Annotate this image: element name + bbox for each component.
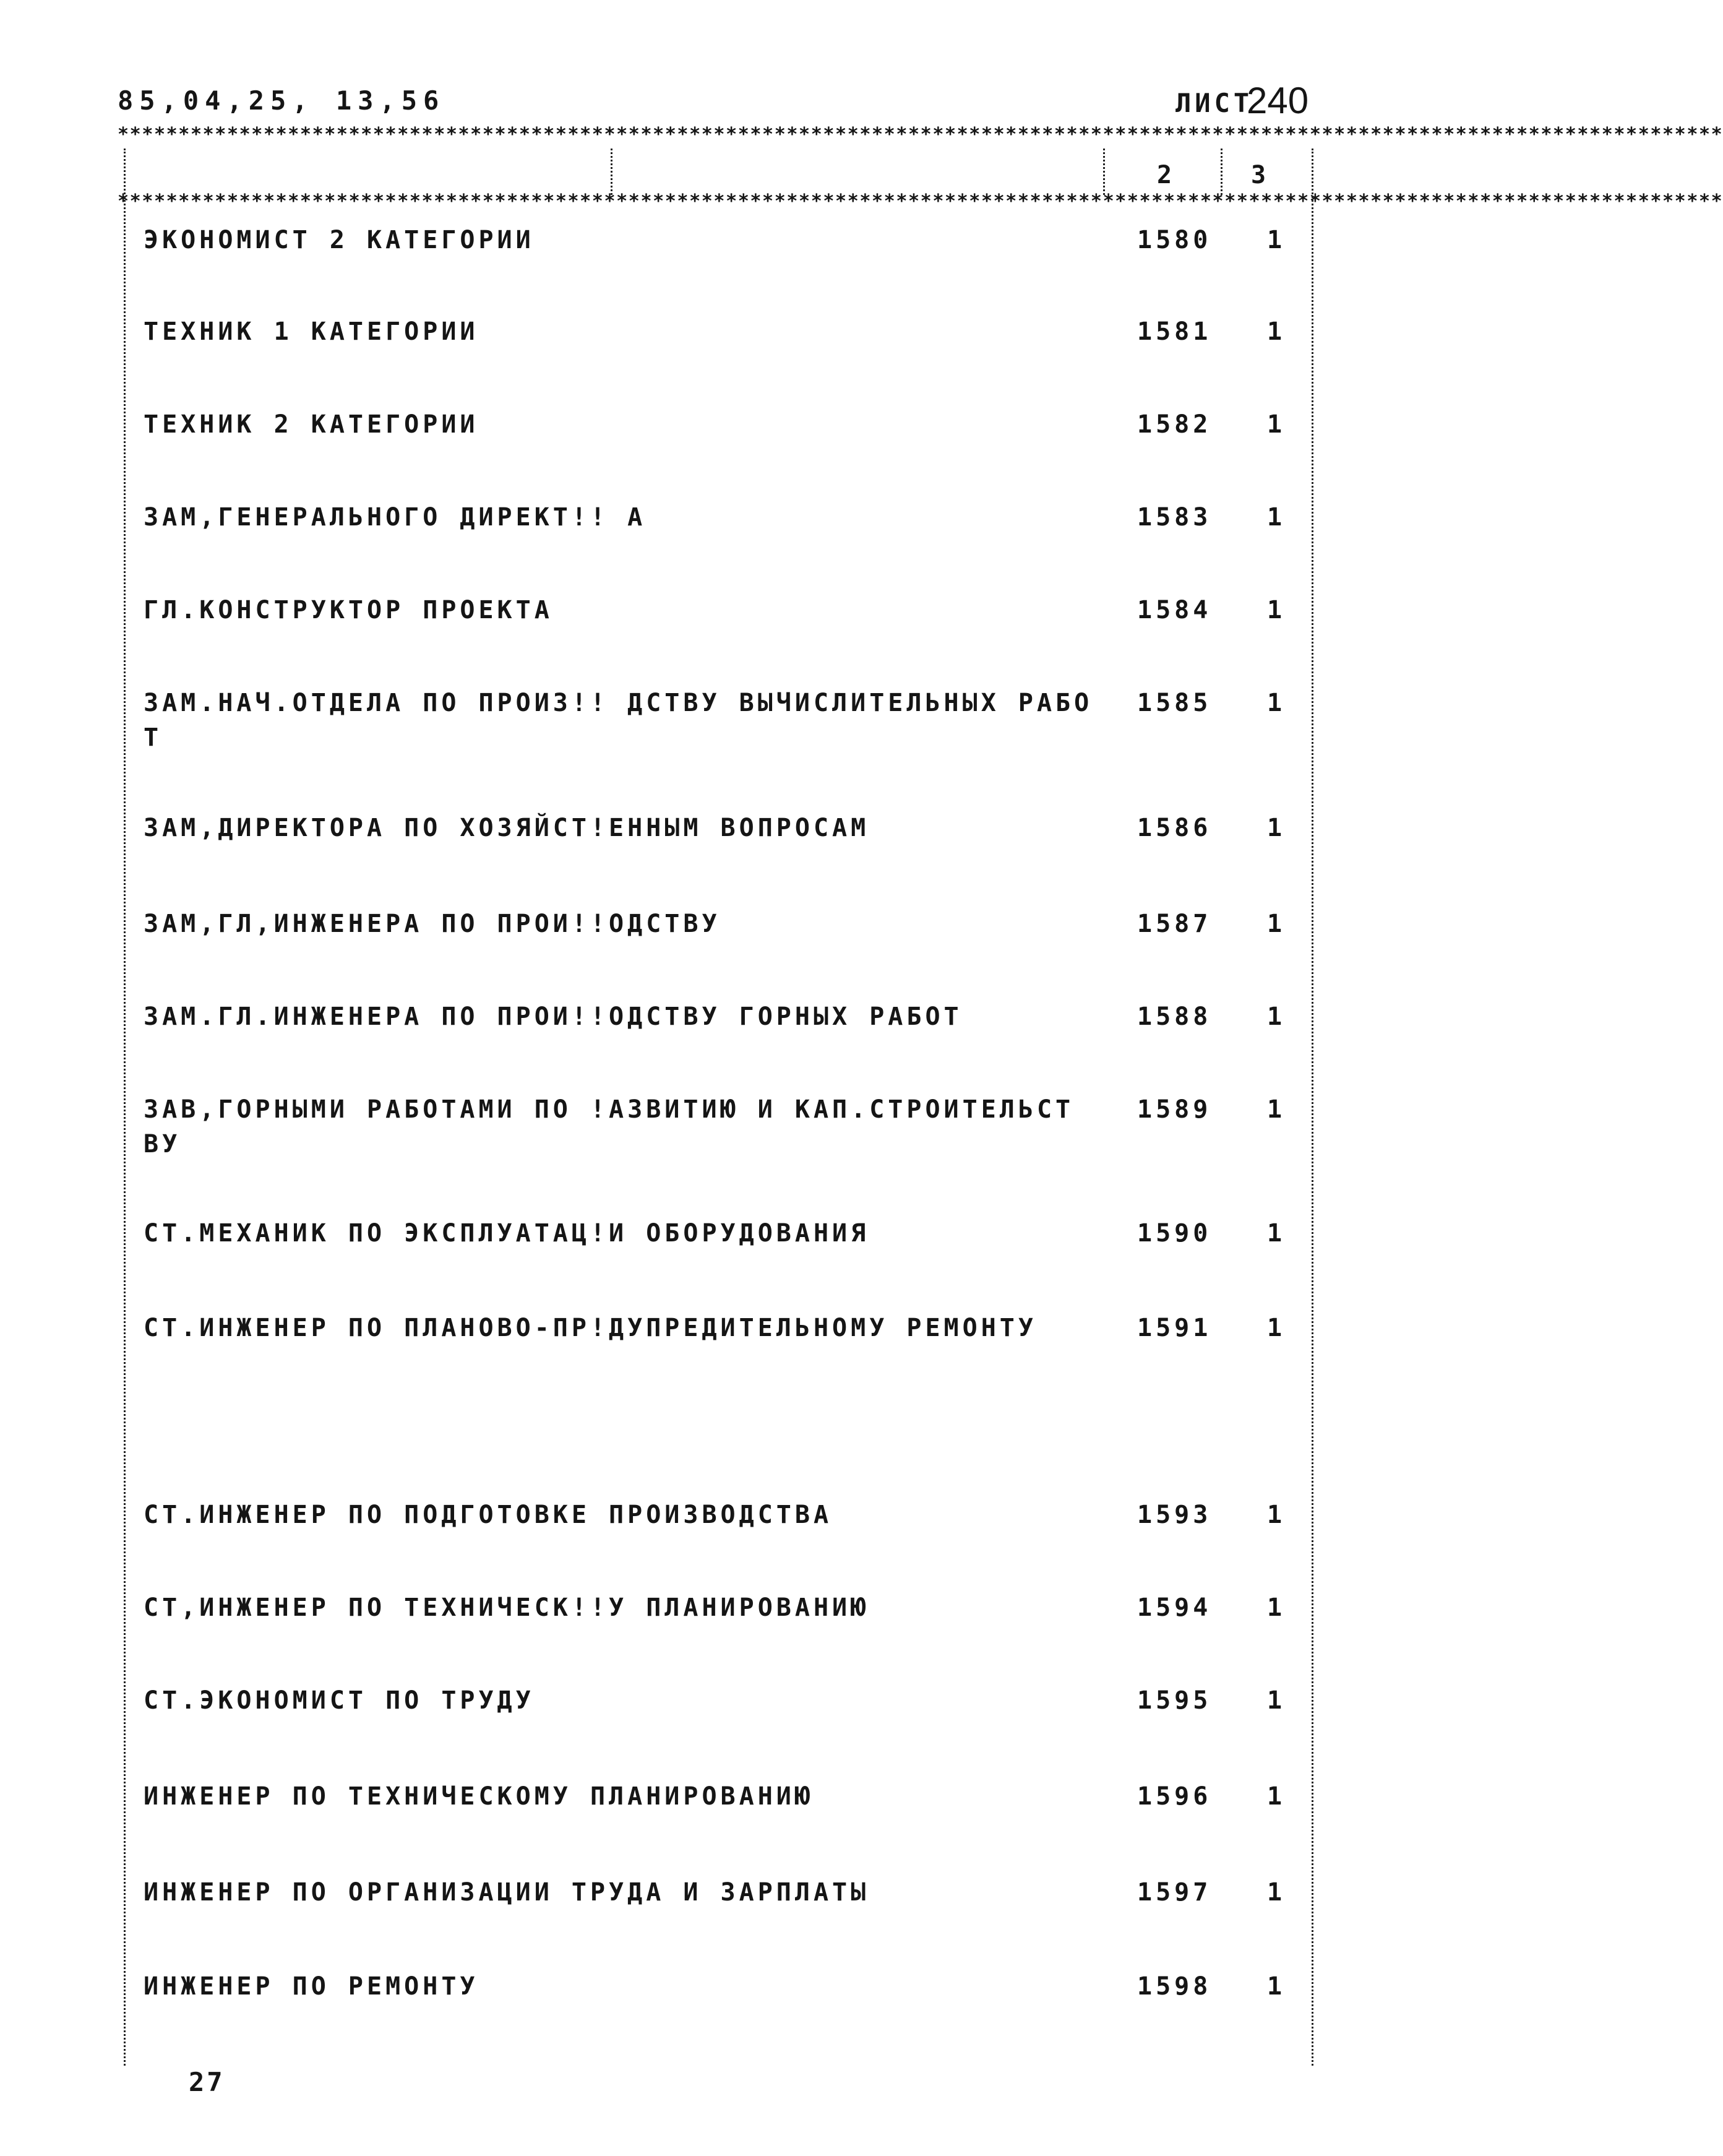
position-title: ЗАМ,ДИРЕКТОРА ПО ХОЗЯЙСТ!ЕННЫМ ВОПРОСАМ — [144, 814, 870, 842]
table-row — [0, 999, 1425, 1049]
position-title: ЗАМ.НАЧ.ОТДЕЛА ПО ПРОИЗ!! ДСТВУ ВЫЧИСЛИТЕЛЬНЫХ РАБО Т — [144, 689, 1093, 752]
position-code: 1583 — [1137, 503, 1212, 532]
position-code: 1593 — [1137, 1501, 1212, 1529]
position-quantity: 1 — [1267, 410, 1283, 439]
position-quantity: 1 — [1267, 1782, 1283, 1811]
table-row — [0, 314, 1425, 364]
position-title: ЭКОНОМИСТ 2 КАТЕГОРИИ — [144, 226, 535, 254]
position-quantity: 1 — [1267, 1593, 1283, 1622]
position-code: 1581 — [1137, 317, 1212, 346]
position-quantity: 1 — [1267, 1095, 1283, 1124]
sheet-label: ЛИСТ — [1175, 88, 1253, 118]
position-code: 1589 — [1137, 1095, 1212, 1124]
position-title: ИНЖЕНЕР ПО РЕМОНТУ — [144, 1972, 479, 2001]
position-code: 1580 — [1137, 226, 1212, 254]
table-row — [0, 1498, 1425, 1547]
page-mark: 27 — [189, 2067, 225, 2097]
header-column-rule-2 — [1103, 149, 1105, 195]
position-code: 1591 — [1137, 1314, 1212, 1342]
table-row — [0, 1590, 1425, 1640]
position-title: СТ.МЕХАНИК ПО ЭКСПЛУАТАЦ!И ОБОРУДОВАНИЯ — [144, 1219, 870, 1248]
position-title: ИНЖЕНЕР ПО ОРГАНИЗАЦИИ ТРУДА И ЗАРПЛАТЫ — [144, 1878, 870, 1907]
position-code: 1598 — [1137, 1972, 1212, 2001]
position-quantity: 1 — [1267, 317, 1283, 346]
position-title: ТЕХНИК 2 КАТЕГОРИИ — [144, 410, 479, 439]
table-row — [0, 1779, 1425, 1829]
header-column-rule-1 — [611, 149, 612, 195]
table-row — [0, 1092, 1425, 1158]
position-code: 1590 — [1137, 1219, 1212, 1248]
table-row — [0, 1311, 1425, 1360]
position-quantity: 1 — [1267, 596, 1283, 624]
position-title: СТ.ИНЖЕНЕР ПО ПЛАНОВО-ПР!ДУПРЕДИТЕЛЬНОМУ РЕМОНТУ — [144, 1314, 1037, 1342]
table-row — [0, 1875, 1425, 1925]
top-star-border: ************************************************************************************************************************************ — [118, 124, 1723, 145]
position-title: ТЕХНИК 1 КАТЕГОРИИ — [144, 317, 479, 346]
position-code: 1582 — [1137, 410, 1212, 439]
position-code: 1585 — [1137, 689, 1212, 717]
position-quantity: 1 — [1267, 1686, 1283, 1715]
position-quantity: 1 — [1267, 814, 1283, 842]
header-column-rule-3 — [1221, 149, 1222, 195]
position-code: 1596 — [1137, 1782, 1212, 1811]
position-quantity: 1 — [1267, 1878, 1283, 1907]
table-row — [0, 593, 1425, 642]
table-row — [0, 407, 1425, 457]
position-quantity: 1 — [1267, 226, 1283, 254]
column-header-2: 2 — [1157, 161, 1172, 189]
position-title: ГЛ.КОНСТРУКТОР ПРОЕКТА — [144, 596, 553, 624]
position-quantity: 1 — [1267, 910, 1283, 938]
table-row — [0, 811, 1425, 860]
position-title: ЗАВ,ГОРНЫМИ РАБОТАМИ ПО !АЗВИТИЮ И КАП.СТРОИТЕЛЬСТ ВУ — [144, 1095, 1075, 1158]
position-title: ЗАМ.ГЛ.ИНЖЕНЕРА ПО ПРОИ!!ОДСТВУ ГОРНЫХ РАБОТ — [144, 1003, 963, 1031]
table-row — [0, 686, 1425, 752]
position-code: 1586 — [1137, 814, 1212, 842]
printout-datetime: 85,04,25, 13,56 — [118, 85, 445, 116]
position-code: 1594 — [1137, 1593, 1212, 1622]
position-title: СТ.ЭКОНОМИСТ ПО ТРУДУ — [144, 1686, 535, 1715]
position-quantity: 1 — [1267, 503, 1283, 532]
table-row — [0, 1216, 1425, 1266]
position-quantity: 1 — [1267, 1219, 1283, 1248]
position-code: 1597 — [1137, 1878, 1212, 1907]
position-code: 1588 — [1137, 1003, 1212, 1031]
position-quantity: 1 — [1267, 1314, 1283, 1342]
column-header-3: 3 — [1251, 161, 1266, 189]
position-code: 1595 — [1137, 1686, 1212, 1715]
position-code: 1587 — [1137, 910, 1212, 938]
position-title: ИНЖЕНЕР ПО ТЕХНИЧЕСКОМУ ПЛАНИРОВАНИЮ — [144, 1782, 814, 1811]
table-row — [0, 500, 1425, 550]
table-row — [0, 223, 1425, 272]
header-star-border: ************************************************************************************************************************************ — [118, 191, 1723, 212]
position-quantity: 1 — [1267, 1501, 1283, 1529]
table-row — [0, 1969, 1425, 2019]
position-code: 1584 — [1137, 596, 1212, 624]
position-title: ЗАМ,ГЕНЕРАЛЬНОГО ДИРЕКТ!! А — [144, 503, 647, 532]
sheet-number: 240 — [1247, 80, 1309, 121]
position-title: СТ.ИНЖЕНЕР ПО ПОДГОТОВКЕ ПРОИЗВОДСТВА — [144, 1501, 833, 1529]
table-row — [0, 907, 1425, 956]
position-quantity: 1 — [1267, 1972, 1283, 2001]
position-title: ЗАМ,ГЛ,ИНЖЕНЕРА ПО ПРОИ!!ОДСТВУ — [144, 910, 721, 938]
position-quantity: 1 — [1267, 1003, 1283, 1031]
position-title: СТ,ИНЖЕНЕР ПО ТЕХНИЧЕСК!!У ПЛАНИРОВАНИЮ — [144, 1593, 870, 1622]
table-row — [0, 1683, 1425, 1733]
position-quantity: 1 — [1267, 689, 1283, 717]
